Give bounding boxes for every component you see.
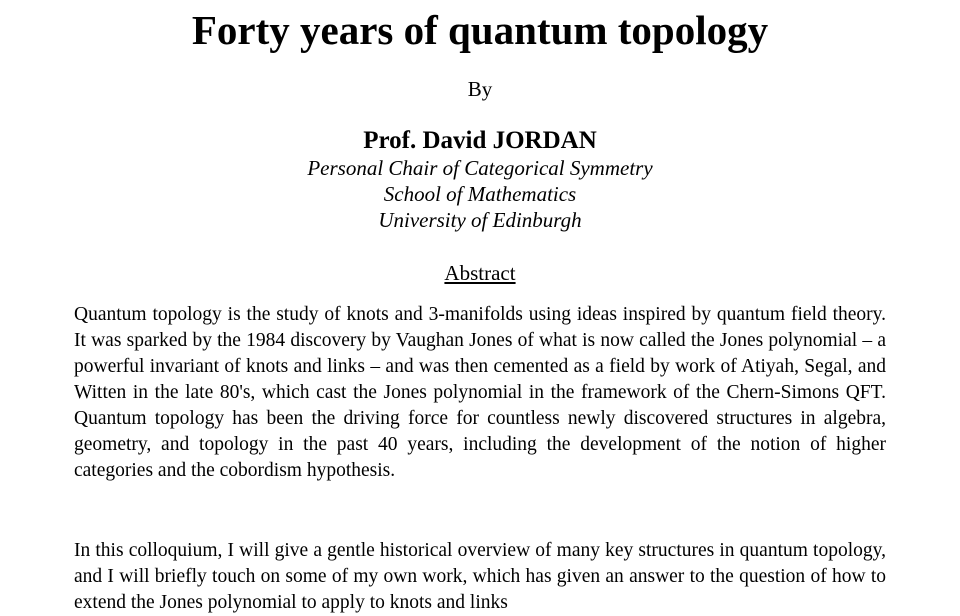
affiliation-school: School of Mathematics [383, 182, 577, 206]
abstract-paragraph-1: Quantum topology is the study of knots and 3-manifolds using ideas inspired by quantum field theory. It was sparked by the 1984 discovery by Vaughan Jones of what is now called the Jones polynomial – a powerful invariant of knots and links – and was then cemented as a field by work of Atiyah, Segal, and Witten in the late 80's, which cast the Jones polynomial in the framework of the Chern-Simons QFT. Quantum topology has been the driving force for countless newly discovered structures in algebra, geometry, and topology in the past 40 years, including the development of the notion of higher categories and the cobordism hypothesis. [74, 304, 886, 481]
byline-label: By [467, 77, 493, 101]
author-name: Prof. David JORDAN [363, 127, 597, 154]
affiliation-position: Personal Chair of Categorical Symmetry [307, 156, 653, 180]
affiliation-university: University of Edinburgh [378, 208, 582, 232]
abstract-heading: Abstract [444, 261, 516, 285]
abstract-paragraph-2: In this colloquium, I will give a gentle historical overview of many key structures in quantum topology, and I will briefly touch on some of my own work, which has given an answer to the question of how to extend the Jones polynomial to apply to knots and links [74, 540, 886, 613]
document-title: Forty years of quantum topology [191, 7, 769, 53]
